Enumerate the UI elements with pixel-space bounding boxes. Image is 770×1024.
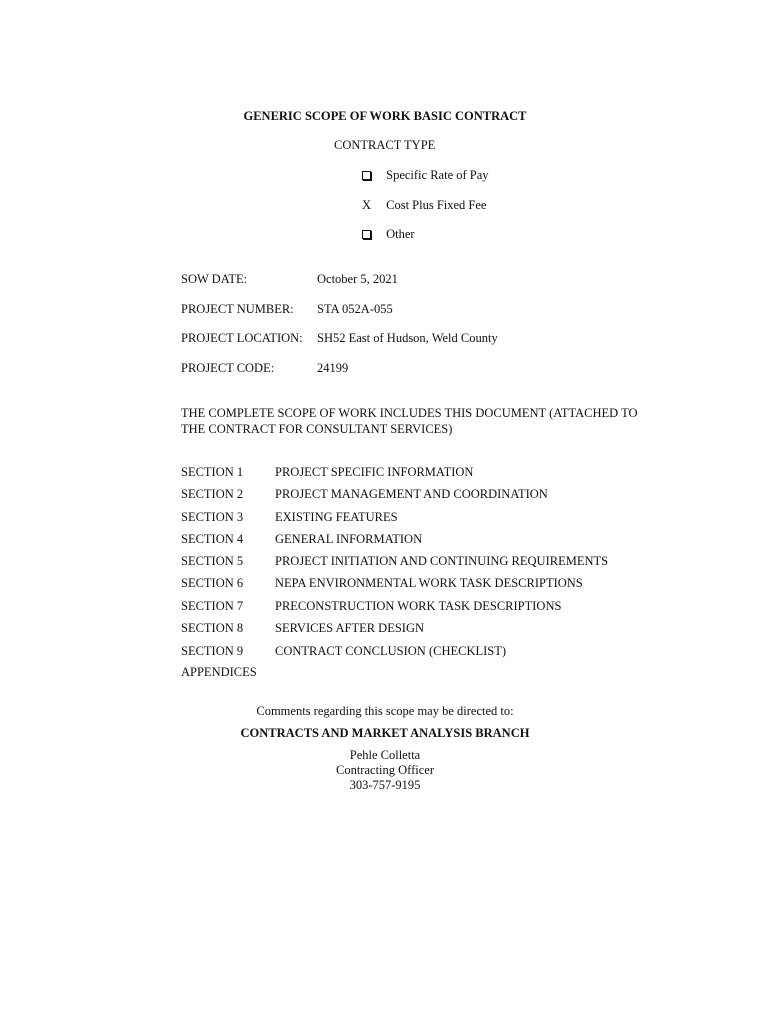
- contract-option-label: Other: [386, 227, 415, 241]
- contact-role: Contracting Officer: [336, 763, 434, 777]
- section-title: SERVICES AFTER DESIGN: [275, 621, 425, 635]
- section-label: SECTION 1: [181, 465, 244, 479]
- contract-option-cost-plus[interactable]: [362, 198, 487, 213]
- contract-option-specific-rate[interactable]: [362, 168, 489, 183]
- contract-type-heading: CONTRACT TYPE: [334, 138, 436, 152]
- section-title: PROJECT MANAGEMENT AND COORDINATION: [275, 487, 548, 501]
- contact-branch: CONTRACTS AND MARKET ANALYSIS BRANCH: [240, 726, 530, 740]
- selected-mark-x: X: [362, 198, 372, 212]
- project-number-label: PROJECT NUMBER:: [181, 302, 294, 316]
- checkbox-empty-icon: [362, 230, 371, 239]
- section-title: PROJECT INITIATION AND CONTINUING REQUIREMENTS: [275, 554, 609, 568]
- section-title: NEPA ENVIRONMENTAL WORK TASK DESCRIPTIONS: [275, 576, 583, 590]
- project-location-label: PROJECT LOCATION:: [181, 331, 303, 345]
- contract-option-label: Cost Plus Fixed Fee: [386, 198, 487, 212]
- section-label: SECTION 3: [181, 510, 244, 524]
- section-title: EXISTING FEATURES: [275, 510, 398, 524]
- document-title: GENERIC SCOPE OF WORK BASIC CONTRACT: [243, 109, 527, 123]
- scope-intro-paragraph: THE COMPLETE SCOPE OF WORK INCLUDES THIS DOCUMENT (ATTACHED TO THE CONTRACT FOR CONSULTANT SERVICES): [181, 406, 638, 436]
- sow-date-label: SOW DATE:: [181, 272, 248, 286]
- appendices-label: APPENDICES: [181, 665, 257, 679]
- section-label: SECTION 8: [181, 621, 244, 635]
- section-label: SECTION 2: [181, 487, 244, 501]
- section-label: SECTION 6: [181, 576, 244, 590]
- section-label: SECTION 4: [181, 532, 244, 546]
- contact-phone: 303-757-9195: [349, 778, 421, 792]
- section-title: GENERAL INFORMATION: [275, 532, 423, 546]
- contact-name: Pehle Colletta: [349, 748, 421, 762]
- section-label: SECTION 5: [181, 554, 244, 568]
- section-title: PRECONSTRUCTION WORK TASK DESCRIPTIONS: [275, 599, 562, 613]
- checkbox-empty-icon: [362, 171, 371, 180]
- contact-intro: Comments regarding this scope may be directed to:: [256, 704, 514, 718]
- project-code-value: 24199: [317, 361, 349, 375]
- project-code-label: PROJECT CODE:: [181, 361, 275, 375]
- project-location-value: SH52 East of Hudson, Weld County: [317, 331, 498, 345]
- section-label: SECTION 9: [181, 644, 244, 658]
- contract-option-label: Specific Rate of Pay: [386, 168, 489, 182]
- sow-date-value: October 5, 2021: [317, 272, 398, 286]
- contract-option-other[interactable]: [362, 227, 415, 242]
- section-title: CONTRACT CONCLUSION (CHECKLIST): [275, 644, 507, 658]
- section-title: PROJECT SPECIFIC INFORMATION: [275, 465, 474, 479]
- section-label: SECTION 7: [181, 599, 244, 613]
- project-number-value: STA 052A-055: [317, 302, 393, 316]
